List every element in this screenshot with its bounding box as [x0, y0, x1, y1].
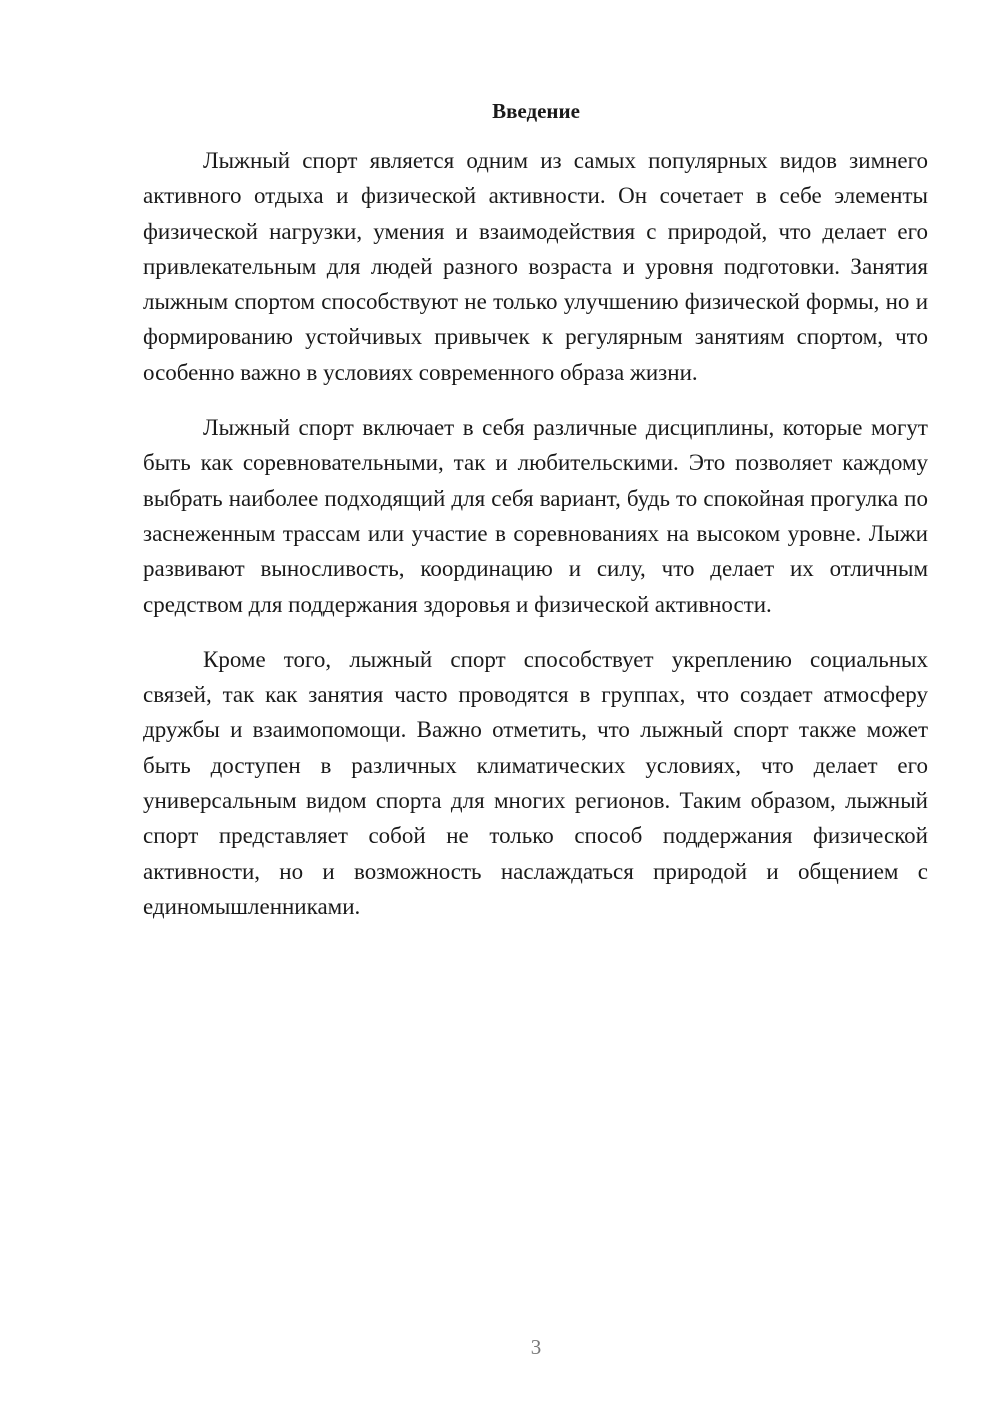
- body-text: [143, 143, 928, 944]
- paragraph-1: Лыжный спорт является одним из самых популярных видов зимнего активного отдыха и физической активности. Он сочетает в себе элементы физической нагрузки, умения и взаимодействия с природой, что делает его привлекательным для людей разного возраста и уровня подготовки. Занятия лыжным спортом способствуют не только улучшению физической формы, но и формированию устойчивых привычек к регулярным занятиям спортом, что особенно важно в условиях современного образа жизни.: [143, 148, 928, 385]
- paragraph-3: Кроме того, лыжный спорт способствует укреплению социальных связей, так как занятия часто проводятся в группах, что создает атмосферу дружбы и взаимопомощи. Важно отметить, что лыжный спорт также может быть доступен в различных климатических условиях, что делает его универсальным видом спорта для многих регионов. Таким образом, лыжный спорт представляет собой не только способ поддержания физической активности, но и возможность наслаждаться природой и общением с единомышленниками.: [143, 646, 928, 919]
- page-number: 3: [530, 1335, 542, 1359]
- section-title: Введение: [492, 99, 580, 123]
- paragraph-2: Лыжный спорт включает в себя различные дисциплины, которые могут быть как соревновательными, так и любительскими. Это позволяет каждому выбрать наиболее подходящий для себя вариант, будь то спокойная прогулка по заснеженным трассам или участие в соревнованиях на высоком уровне. Лыжи развивают выносливость, координацию и силу, что делает их отличным средством для поддержания здоровья и физической активности.: [143, 415, 928, 617]
